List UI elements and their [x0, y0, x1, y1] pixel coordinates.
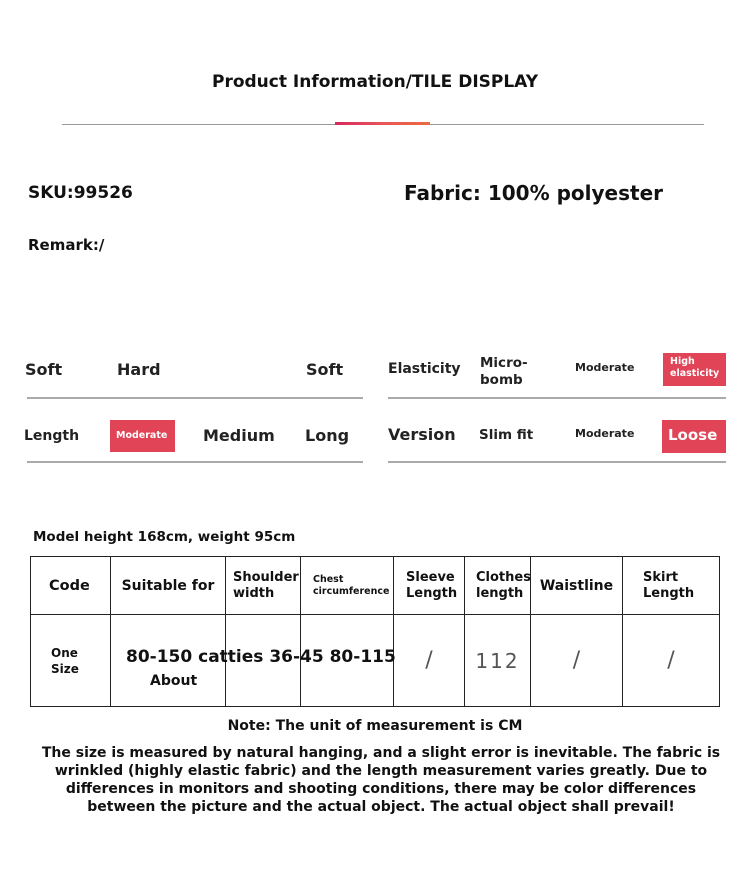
header-shoulder-width: Shoulder width [226, 557, 301, 615]
page-title: Product Information/TILE DISPLAY [211, 72, 539, 92]
length-selected-tag: Moderate [110, 420, 175, 452]
cell-skirt-length: / [623, 615, 720, 707]
title-accent-bar [335, 122, 430, 125]
length-divider [27, 461, 363, 463]
cell-waistline: / [531, 615, 623, 707]
version-moderate: Moderate [575, 427, 635, 440]
elasticity-divider [388, 397, 726, 399]
cell-about: About [150, 673, 198, 689]
version-selected-tag: Loose [662, 420, 726, 453]
version-divider [388, 461, 726, 463]
cell-sleeve-length: / [394, 615, 465, 707]
header-waistline: Waistline [531, 557, 623, 615]
softness-soft-right: Soft [306, 360, 344, 379]
softness-divider [27, 397, 363, 399]
cell-clothes-length: 112 [465, 615, 531, 707]
cell-suitable-for [111, 615, 396, 707]
unit-note: Note: The unit of measurement is CM [227, 718, 523, 734]
header-suitable-for: Suitable for [111, 557, 226, 615]
cell-suitable-values: 80-150 catties 36-45 80-115 [126, 647, 396, 667]
header-skirt-length: Skirt Length [623, 557, 720, 615]
cell-code: One Size [31, 615, 111, 707]
length-medium: Medium [203, 426, 275, 445]
softness-hard: Hard [117, 360, 161, 379]
softness-soft-left: Soft [25, 360, 63, 379]
elasticity-selected-tag: High elasticity [663, 353, 726, 386]
header-clothes-length: Clothes length [465, 557, 531, 615]
size-table [30, 556, 720, 707]
length-long: Long [305, 426, 350, 445]
length-label: Length [24, 428, 80, 444]
header-code: Code [31, 557, 111, 615]
header-sleeve-length: Sleeve Length [394, 557, 465, 615]
remark-label: Remark:/ [28, 236, 105, 254]
fabric-label: Fabric: 100% polyester [404, 181, 663, 205]
version-label: Version [388, 425, 456, 444]
elasticity-micro-bomb: Micro-bomb [480, 355, 528, 388]
model-info: Model height 168cm, weight 95cm [33, 529, 296, 545]
elasticity-moderate: Moderate [575, 361, 635, 374]
version-slim-fit: Slim fit [479, 427, 534, 443]
elasticity-label: Elasticity [388, 361, 461, 377]
sku-label: SKU:99526 [28, 183, 133, 203]
header-chest-circumference: Chest circumference [301, 557, 394, 615]
disclaimer-text: The size is measured by natural hanging, and a slight error is inevitable. The fabric is wrinkled (highly elastic fabric) and the length measurement varies greatly. Due to differences in monitors and shooting conditions, there may be color differences between the picture and the actual object. The actual object shall prevail! [41, 745, 721, 815]
